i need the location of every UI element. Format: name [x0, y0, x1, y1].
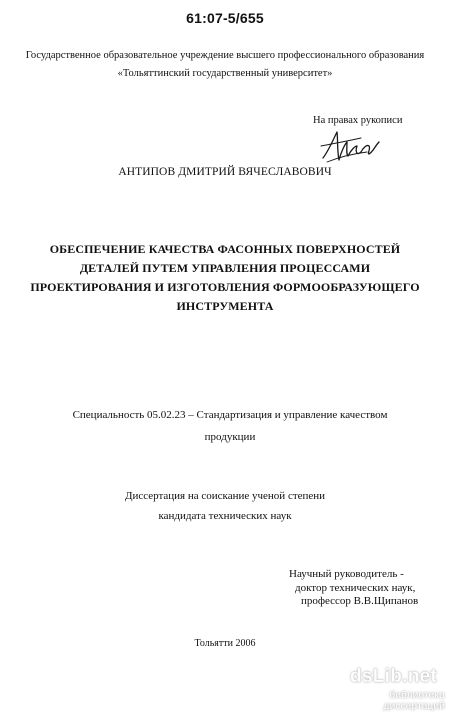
specialty-block — [40, 404, 420, 448]
catalog-code: 61:07-5/655 — [186, 10, 264, 26]
dissertation-title — [30, 240, 420, 316]
title-line-3: ПРОЕКТИРОВАНИЯ И ИЗГОТОВЛЕНИЯ ФОРМООБРАЗУЮЩЕГО — [30, 280, 420, 294]
supervisor-line-2: доктор технических наук, — [295, 581, 416, 594]
institution-line-1: Государственное образовательное учреждение высшего профессионального образования — [25, 50, 425, 61]
watermark-main-text[interactable]: dsLib.net — [350, 666, 438, 687]
supervisor-line-3: профессор В.В.Щипанов — [301, 595, 419, 607]
watermark-sub-text[interactable]: библиотека диссертаций — [383, 690, 445, 712]
degree-line-2: кандидата технических наук — [158, 510, 292, 522]
title-line-1: ОБЕСПЕЧЕНИЕ КАЧЕСТВА ФАСОННЫХ ПОВЕРХНОСТЕЙ — [49, 242, 401, 256]
author-name: АНТИПОВ ДМИТРИЙ ВЯЧЕСЛАВОВИЧ — [118, 166, 332, 178]
city-year: Тольятти 2006 — [194, 638, 256, 649]
supervisor-block — [289, 568, 418, 609]
supervisor-line-1: Научный руководитель - — [289, 568, 404, 580]
watermark-logo[interactable] — [330, 666, 445, 712]
manuscript-rights: На правах рукописи — [313, 115, 403, 126]
title-line-4: ИНСТРУМЕНТА — [176, 299, 274, 313]
title-line-2: ДЕТАЛЕЙ ПУТЕМ УПРАВЛЕНИЯ ПРОЦЕССАМИ — [79, 261, 371, 275]
handwritten-signature — [317, 124, 383, 168]
degree-line-1: Диссертация на соискание ученой степени — [124, 490, 326, 502]
specialty-line-2: продукции — [204, 431, 256, 443]
institution-line-2: «Тольяттинский государственный университет» — [117, 68, 333, 79]
degree-block — [0, 486, 450, 526]
specialty-line-1: Специальность 05.02.23 – Стандартизация и управление качеством — [72, 409, 388, 421]
